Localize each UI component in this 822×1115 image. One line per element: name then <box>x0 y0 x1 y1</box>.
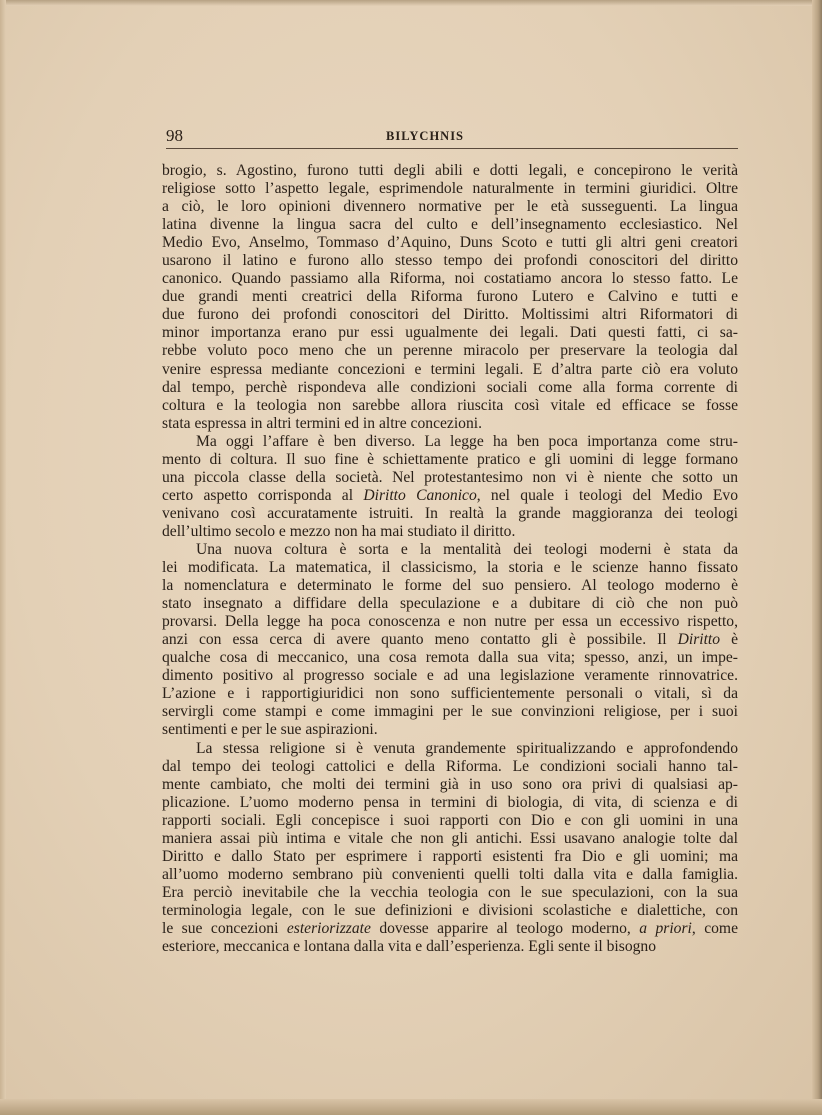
text-line: terminologia legale, con le sue definizioni e divisioni scolastiche e dialettiche, con <box>162 901 738 919</box>
text-line: anzi con essa cerca di avere quanto meno contatto gli è possibile. Il Diritto è <box>162 631 738 649</box>
paragraph <box>162 433 738 541</box>
text-line: minor importanza erano pur essi ugualmente dei legali. Dati questi fatti, ci sa- <box>162 324 738 342</box>
text-line: stata espressa in altri termini ed in altre concezioni. <box>162 414 482 432</box>
text-line: rebbe voluto poco meno che un perenne miracolo per preservare la teologia dal <box>162 342 738 360</box>
text-line: plicazione. L’uomo moderno pensa in termini di biologia, di vita, di scienza e di <box>162 793 738 811</box>
text-line: le sue concezioni esteriorizzate dovesse apparire al teologo moderno, a priori, come <box>162 919 738 937</box>
text-line: maniera assai più intima e vitale che non gli antichi. Essi usavano analogie tolte dal <box>162 829 738 847</box>
text-line: dal tempo dei teologi cattolici e della Riforma. Le condizioni sociali hanno tal- <box>162 757 738 775</box>
text-line: La stessa religione si è venuta grandemente spiritualizzando e approfondendo <box>196 739 738 757</box>
text-line: dal tempo, perchè rispondeva alle condizioni sociali come alla forma corrente di <box>162 378 738 396</box>
text-line: religiose sotto l’aspetto legale, esprimendole naturalmente in termini giuridici. Oltre <box>162 180 738 198</box>
text-line: esteriore, meccanica e lontana dalla vita e dall’esperienza. Egli sente il bisogno <box>162 938 657 956</box>
header-rule <box>166 148 738 149</box>
running-title: BILYCHNIS <box>386 129 465 143</box>
text-line: usarono il latino e furono allo stesso tempo dei profondi conoscitori del diritto <box>162 252 738 270</box>
text-line: la nomenclatura e determinato le forme del suo pensiero. Al teologo moderno è <box>162 577 738 595</box>
page-edge-left <box>0 0 6 1115</box>
text-line: provarsi. Della legge ha poca conoscenza e non nutre per essa un eccessivo rispetto, <box>162 613 738 631</box>
paragraph <box>162 740 738 957</box>
text-line: all’uomo moderno sembrano più convenienti quelli tolti dalla vita e dalla famiglia. <box>162 865 738 883</box>
page-edge-top <box>0 0 822 6</box>
paragraph <box>162 162 738 433</box>
paragraph <box>162 541 738 740</box>
text-line: Era perciò inevitabile che la vecchia teologia con le sue speculazioni, con la sua <box>162 883 738 901</box>
text-line: canonico. Quando passiamo alla Riforma, noi costatiamo ancora lo stesso fatto. Le <box>162 270 738 288</box>
text-line: venire espressa mediante concezioni e termini legali. E d’altra parte ciò era voluto <box>162 360 738 378</box>
text-line: Una nuova coltura è sorta e la mentalità dei teologi moderni è stata da <box>196 540 738 558</box>
text-line: L’azione e i rapportigiuridici non sono sufficientemente personali o vitali, sì da <box>162 685 738 703</box>
text-line: mento di coltura. Il suo fine è schiettamente pratico e gli uomini di legge formano <box>162 450 738 468</box>
text-line: coltura e la teologia non sarebbe allora riuscita così vitale ed efficace se fosse <box>162 396 738 414</box>
text-line: Diritto e dallo Stato per esprimere i rapporti esistenti fra Dio e gli uomini; ma <box>162 847 738 865</box>
page-edge-right <box>812 0 822 1115</box>
text-line: dell’ultimo secolo e mezzo non ha mai studiato il diritto. <box>162 522 516 540</box>
page-number: 98 <box>166 126 183 145</box>
text-line: certo aspetto corrisponda al Diritto Canonico, nel quale i teologi del Medio Evo <box>162 486 739 504</box>
text-line: rapporti sociali. Egli concepisce i suoi rapporti con Dio e con gli uomini in una <box>162 811 738 829</box>
text-line: brogio, s. Agostino, furono tutti degli abili e dotti legali, e concepirono le verità <box>162 162 738 179</box>
text-line: mente cambiato, che molti dei termini già in uso sono ora privi di qualsiasi ap- <box>162 775 738 793</box>
text-line: qualche cosa di meccanico, una cosa remota dalla sua vita; spesso, anzi, un impe- <box>162 649 738 667</box>
text-line: servirgli come stampi e come immagini per le sue convinzioni religiose, per i suoi <box>162 703 738 721</box>
text-line: due furono dei profondi conoscitori del Diritto. Moltissimi altri Riformatori di <box>162 306 738 324</box>
text-line: due grandi menti creatrici della Riforma furono Lutero e Calvino e tutti e <box>162 288 738 306</box>
text-line: stato insegnato a diffidare della speculazione e a dubitare di ciò che non può <box>162 595 738 613</box>
page-header <box>166 126 738 148</box>
text-line: una piccola classe della società. Nel protestantesimo non vi è niente che sotto un <box>162 468 738 486</box>
text-line: dimento positivo al progresso sociale e ad una legislazione veramente rinnovatrice. <box>162 667 738 685</box>
page-edge-bottom <box>0 1099 822 1115</box>
text-line: a ciò, le loro opinioni divennero normative per le età susseguenti. La lingua <box>162 198 738 216</box>
text-line: lei modificata. La matematica, il classicismo, la storia e le scienze hanno fissato <box>162 559 738 577</box>
body-text <box>162 162 738 956</box>
text-line: Medio Evo, Anselmo, Tommaso d’Aquino, Duns Scoto e tutti gli altri geni creatori <box>162 234 738 252</box>
text-line: sentimenti e per le sue aspirazioni. <box>162 721 378 739</box>
text-line: venivano così accuratamente istruiti. In realtà la grande maggioranza dei teologi <box>162 504 738 522</box>
text-line: Ma oggi l’affare è ben diverso. La legge ha ben poca importanza come stru- <box>196 432 738 450</box>
text-line: latina divenne la lingua sacra del culto e dell’insegnamento ecclesiastico. Nel <box>162 216 738 234</box>
